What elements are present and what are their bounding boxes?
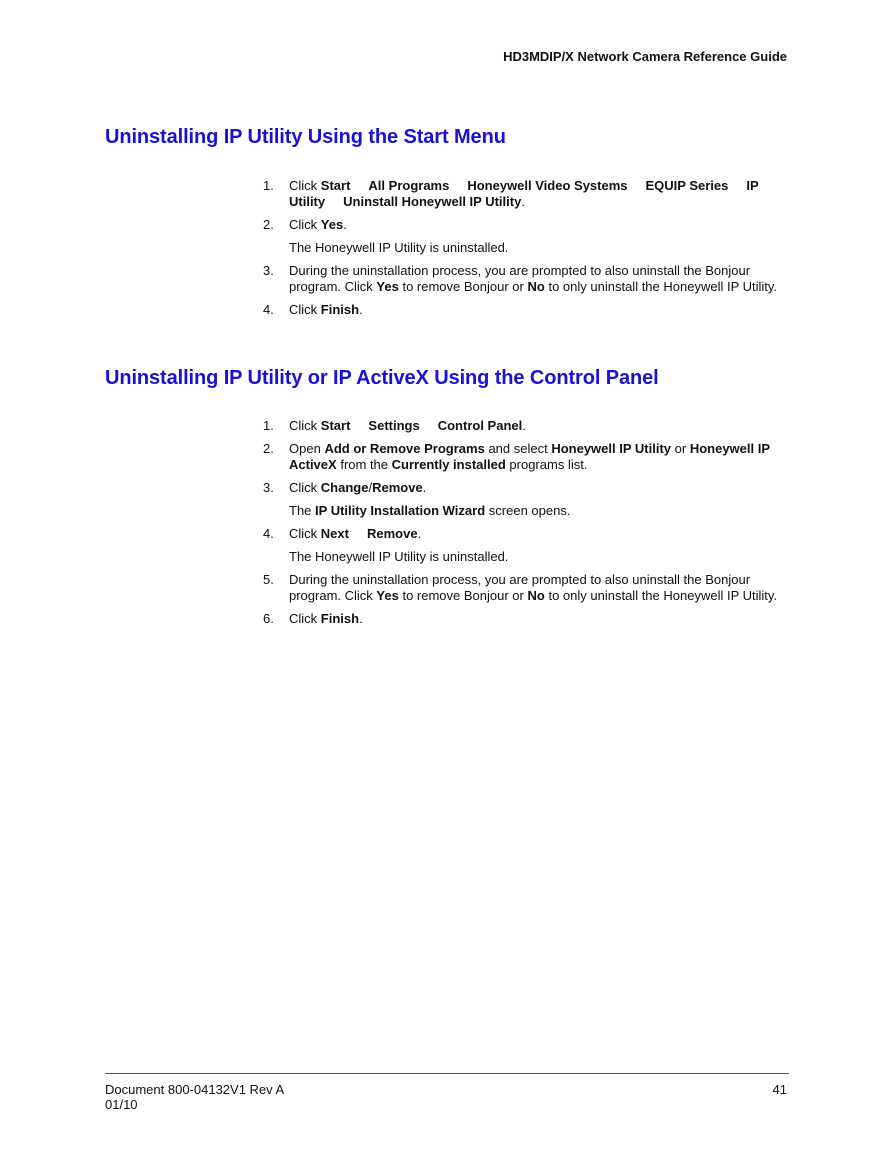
menu-path-item: Remove <box>366 526 418 541</box>
menu-path-item: Settings <box>368 418 420 433</box>
step-note: The IP Utility Installation Wizard screen opens. <box>289 503 571 518</box>
menu-path-item: Start <box>320 418 351 433</box>
menu-path-item: Honeywell Video Systems <box>467 178 628 193</box>
menu-path-item: All Programs <box>368 178 450 193</box>
step-text: During the uninstallation process, you are prompted to also uninstall the Bonjour program. Click Yes to remove Bonjour or No to only uninstall the Honeywell IP Utility. <box>289 263 778 294</box>
step-number: 2. <box>263 441 274 456</box>
step-text: Click Finish. <box>289 302 363 317</box>
list-item <box>263 572 791 604</box>
step-text: Open Add or Remove Programs and select Honeywell IP Utility or Honeywell IP ActiveX from the Currently installed programs list. <box>289 441 770 472</box>
step-text: Click Start Settings Control Panel. <box>289 418 526 433</box>
step-number: 4. <box>263 526 274 541</box>
menu-path-item: IP Utility <box>289 178 759 209</box>
list-item <box>263 441 791 473</box>
step-number: 5. <box>263 572 274 587</box>
step-text: Click Next Remove. <box>289 526 422 541</box>
step-number: 3. <box>263 480 274 495</box>
list-item <box>263 217 791 233</box>
step-number: 1. <box>263 178 274 193</box>
step-number: 3. <box>263 263 274 278</box>
step-text: Click Change/Remove. <box>289 480 427 495</box>
steps-list-control-panel <box>263 418 791 634</box>
step-number: 1. <box>263 418 274 433</box>
step-note: The Honeywell IP Utility is uninstalled. <box>289 549 509 564</box>
step-number: 4. <box>263 302 274 317</box>
page-header: HD3MDIP/X Network Camera Reference Guide <box>503 49 787 64</box>
menu-path-item: Start <box>320 178 351 193</box>
list-item <box>263 302 791 318</box>
menu-path-item: EQUIP Series <box>645 178 729 193</box>
section-title-start-menu: Uninstalling IP Utility Using the Start Menu <box>105 126 506 148</box>
list-item <box>263 418 791 434</box>
footer-divider <box>105 1073 789 1074</box>
document-number: Document 800-04132V1 Rev A <box>105 1082 285 1097</box>
menu-path-item: Control Panel <box>437 418 523 433</box>
page-number: 41 <box>772 1082 787 1097</box>
menu-path-item: Uninstall Honeywell IP Utility <box>343 194 522 209</box>
section-title-control-panel: Uninstalling IP Utility or IP ActiveX Using the Control Panel <box>105 367 659 389</box>
step-number: 2. <box>263 217 274 232</box>
step-note: The Honeywell IP Utility is uninstalled. <box>289 240 509 255</box>
document-date: 01/10 <box>105 1097 138 1112</box>
list-item <box>263 611 791 627</box>
step-text: Click Yes. <box>289 217 347 232</box>
step-text: Click Finish. <box>289 611 363 626</box>
list-item <box>263 526 791 542</box>
step-number: 6. <box>263 611 274 626</box>
step-text: Click Start All Programs Honeywell Video Systems EQUIP Series IP Utility Uninstall Honeywell IP Utility. <box>289 178 759 209</box>
step-text: During the uninstallation process, you are prompted to also uninstall the Bonjour program. Click Yes to remove Bonjour or No to only uninstall the Honeywell IP Utility. <box>289 572 778 603</box>
list-item <box>263 263 791 295</box>
footer-document-info <box>105 1082 284 1112</box>
list-item <box>263 178 791 210</box>
menu-path-item: Next <box>320 526 349 541</box>
steps-list-start-menu <box>263 178 791 325</box>
list-item <box>263 480 791 496</box>
